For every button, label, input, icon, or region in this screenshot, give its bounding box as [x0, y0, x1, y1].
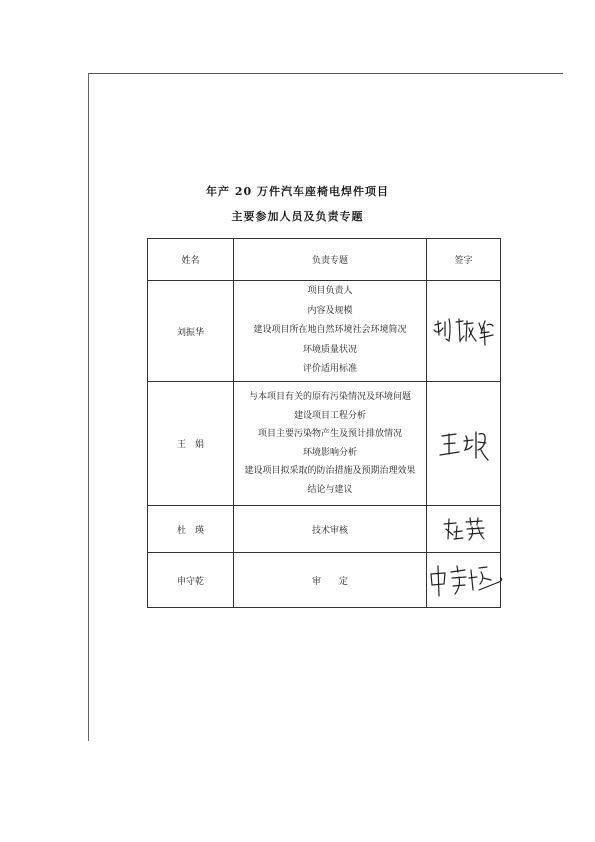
handwritten-signature: [434, 422, 494, 466]
scan-edge-top: [88, 73, 563, 74]
table-row: [148, 506, 501, 553]
document-subtitle: 主要参加人员及负责专题: [231, 210, 364, 223]
header-topics: 负责专题: [234, 239, 427, 281]
topic-item: 建设项目所在地自然环境社会环境简况: [253, 325, 407, 336]
topic-item: 结论与建议: [307, 484, 353, 495]
topic-item: 环境影响分析: [302, 447, 357, 458]
topic-item: 建设项目工程分析: [293, 410, 366, 421]
topic-item: 项目负责人: [307, 286, 353, 297]
topic-item: 项目主要污染物产生及预计排放情况: [257, 429, 402, 439]
handwritten-signature: [427, 560, 507, 600]
signature-cell: [427, 281, 501, 382]
document-title: 年产 20 万件汽车座椅电焊件项目: [206, 185, 389, 198]
header-name: 姓名: [148, 239, 234, 281]
table-row: [148, 281, 501, 382]
topics-cell: [234, 281, 427, 382]
topics-cell: [234, 382, 427, 506]
topic-item: 环境质量状况: [302, 344, 357, 355]
signature-cell: [427, 506, 501, 553]
handwritten-signature: [429, 311, 499, 351]
person-name: 申守乾: [148, 553, 234, 608]
person-name: 刘振华: [148, 281, 234, 382]
handwritten-signature: [436, 513, 492, 545]
personnel-table: [147, 238, 501, 608]
topic-item: 与本项目有关的原有污染情况及环境问题: [248, 392, 411, 402]
person-name: 王 娟: [148, 382, 234, 506]
topics-cell: 审 定: [234, 553, 427, 608]
person-name: 杜 瑛: [148, 506, 234, 553]
topic-item: 建设项目拟采取的防治措施及预期治理效果: [244, 466, 416, 476]
table-row: [148, 382, 501, 506]
table-header-row: [148, 239, 501, 281]
topic-item: 内容及规模: [307, 305, 353, 316]
topics-cell: 技术审核: [234, 506, 427, 553]
signature-cell: [427, 382, 501, 506]
signature-cell: [427, 553, 501, 608]
scan-edge-left: [88, 73, 89, 741]
table-row: [148, 553, 501, 608]
header-signature: 签字: [427, 239, 501, 281]
topic-item: 评价适用标准: [302, 364, 357, 375]
